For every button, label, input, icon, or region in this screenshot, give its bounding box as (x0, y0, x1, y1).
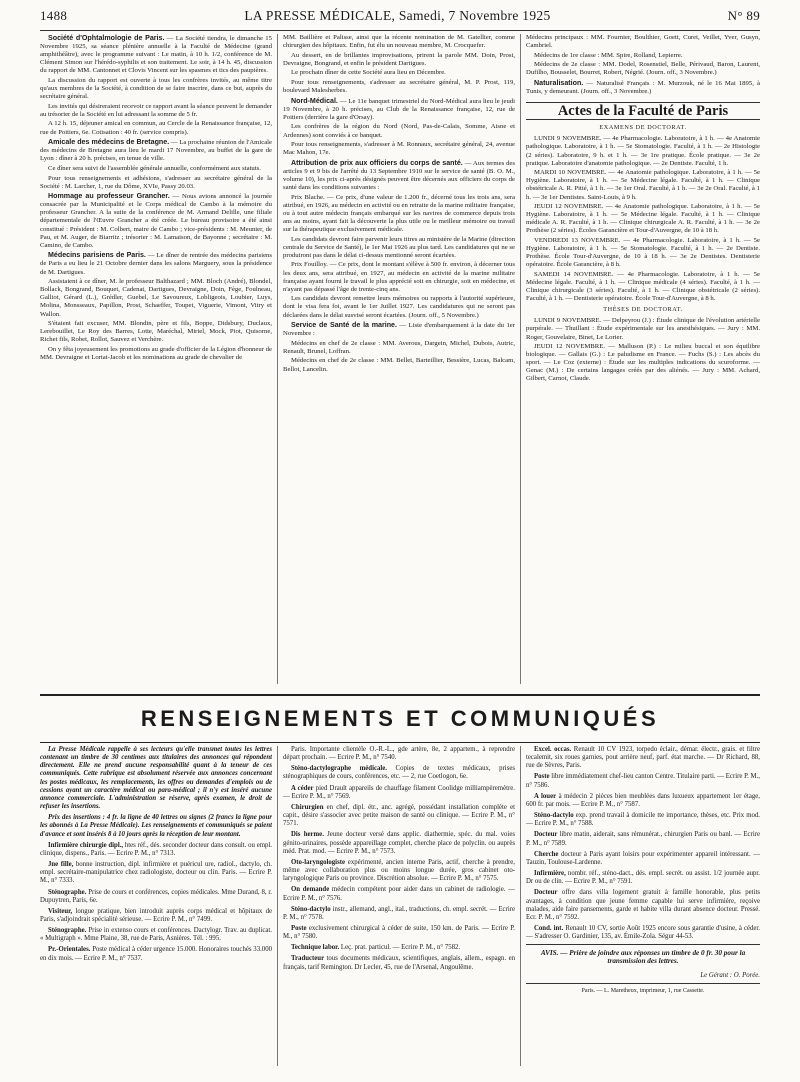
ads-prices: Prix des insertions : 4 fr. la ligne de 40 lettres ou signes (2 francs la ligne pour les abonnés à La Presse Médicale). Les renseignements et communiqués se paient d'avance et sont insérés 8 à 10 jours après la réception de leur montant. (40, 814, 272, 838)
article-text: Renault 10 CV 1923, torpedo éclair., démar. électr., grais. et filtre tecalemit, six roues garnies, pout arrière neuf, parf. état marche. — Dr Richard, 88, rue de Sèvres, Paris. (526, 746, 760, 770)
article-paragraph (283, 69, 515, 77)
article-heading: Dis herme. (291, 831, 324, 839)
article-paragraph (283, 944, 515, 952)
article-paragraph (283, 785, 515, 801)
article-text: Jeune docteur versé dans applic. diathermie, spéc. du mal. voies génito-urinaires, possède appareillage complet, cherche place de polyclin. ou auprès méd. Prat. mod. — Ecrire P. M., n° 7573. (283, 831, 515, 855)
article-text: — Le 11e banquet trimestriel du Nord-Médical aura lieu le jeudi 19 Novembre, à 20 h. précises, au Club de la Renaissance française, 12, rue de Poitiers (derrière la gare d'Orsay). (283, 97, 515, 121)
article-paragraph (283, 859, 515, 883)
theses-heading: THÈSES DE DOCTORAT. (603, 306, 683, 314)
article-text: instr., allemand, angl., ital., traductions, ch. empl. secrét. — Ecrire P. M., n° 7578. (283, 905, 515, 921)
article-text: Pour tous renseignements et adhésions, s'adresser au secrétaire général de la Société : M. Larcher, 1, rue du Dôme, XVIe, Passy 20.03. (40, 174, 272, 190)
article-paragraph (40, 138, 272, 163)
article-paragraph (40, 77, 272, 101)
article-paragraph (283, 79, 515, 95)
printer-line: Paris. — L. Maretheux, imprimeur, 1, rue Cassette. (526, 983, 760, 995)
article-text: Médecins principaux : MM. Fournier, Boulthier, Goett, Curet, Veillet, Yver, Gusyn, Cambriel. (526, 34, 760, 50)
ads-column-3 (526, 746, 760, 1074)
article-text: — Le dîner de rentrée des médecins parisiens de Paris a eu lieu le 21 Octobre dernier dans les salons Marguery, sous la présidence de M. Dartigues. (40, 252, 272, 276)
avis-notice: AVIS. — Prière de joindre aux réponses un timbre de 0 fr. 30 pour la transmission des lettres. (526, 944, 760, 965)
article-text: offre dans villa logement gratuit à famille honorable, plus petits avantages, à condition que jeune femme capable lui serve infirmière, reçoive malades, aide faire pansements, garde et habite villa durant absence docteur. Pressé. Ecr. P. M., n° 7592. (526, 889, 760, 921)
article-heading: Sténographe. (48, 888, 87, 896)
article-paragraph (283, 906, 515, 922)
article-heading: Nord-Médical. (291, 96, 338, 105)
issue-number: N° 89 (727, 8, 760, 23)
article-text: Poste médical à céder urgence 15.000. Honoraires touchés 33.000 en dix mois. — Ecrire P. M., n° 7537. (40, 946, 272, 962)
article-text: A 12 h. 15, déjeuner amical en commun, au Cercle de la Renaissance française, 12, rue de Poitiers, 6e. Cotisation : 40 fr. (service compris). (40, 120, 272, 136)
article-paragraph (526, 61, 760, 77)
article-heading: Poste (534, 773, 550, 781)
article-paragraph (283, 886, 515, 902)
column-rule (520, 34, 521, 684)
article-paragraph (283, 925, 515, 941)
article-text: Prise in extenso cours et conférences. Dactylogr. Trav. au duplicat. « Multigraph ». Mme Plaine, 38, rue de Paris, Asnières. Tél. : 995. (40, 927, 272, 943)
thesis-entry: JEUDI 12 NOVEMBRE. — Malluson (P.) : Le milieu buccal et son équilibre biologique. — Gallais (G.) : Le paludisme en France. — Fuchs (S.) : Les abcès du sport. — Le Coz (externe) : Étude sur les multiples indications du scuroforme. — Genac (M.) : De certains langages créés par des aliénés. — Jury : MM. Achard, Gilbert, Carnot, Claude. (526, 343, 760, 383)
article-paragraph (526, 851, 760, 867)
article-heading: A céder (291, 784, 314, 792)
article-heading: Oto-laryngologiste (291, 858, 345, 866)
article-paragraph (283, 123, 515, 139)
article-heading: Infirmière chirurgie dipl., (48, 841, 124, 849)
article-heading: Médecins parisiens de Paris. (48, 251, 146, 260)
column-rule (277, 34, 278, 684)
article-text: libre matin, aiderait, sans rémunérat., chirurgien Paris ou banl. — Ecrire P. M., n° 7589. (526, 831, 760, 847)
article-paragraph (40, 278, 272, 318)
journal-title: LA PRESSE MÉDICALE, Samedi, 7 Novembre 1925 (244, 8, 551, 23)
ads-intro: La Presse Médicale rappelle à ses lecteurs qu'elle transmet toutes les lettres contenant un timbre de 30 centimes aux titulaires des annonces qui répondent directement. Elle ne prend aucune responsabilité quant à la teneur de ces communiqués. Cette rubrique est absolument réservée aux annonces concernant les postes médicaux, les remplacements, les offres ou demandes d'emplois ou de cessions ayant un caractère médical ou para-médical ; il n'y est inséré aucune annonce commerciale. L'administration se réserve, après examen, le droit de refuser les insertions. (40, 746, 272, 811)
article-heading: Cond. int. (534, 924, 564, 932)
article-text: — Nous avions annoncé la journée consacrée par la Municipalité et le Corps médical de Cambo à la mémoire du professeur Grancher. A la suite de la conférence de M. Armand Delille, une filiale départementale de l'Œuvre Grancher a été créée. Le bureau provisoire a été ainsi constitué : Président : M. Colbert, maire de Cambo ; vice-présidents : M. Meunier, de Pau, et M. Auger, de Biarritz ; trésorier : M. Lamaison, de Bayonne ; secrétaire : M. Camino, de Cambo. (40, 193, 272, 249)
column-rule (520, 746, 521, 1066)
article-paragraph (283, 804, 515, 828)
article-text: On y fêta joyeusement les promotions au grade d'officier de la Légion d'honneur de MM. Devraigne et Lortat-Jacob et les nominations au grade de chevalier de (40, 345, 272, 361)
article-heading: Chirurgien (291, 803, 324, 811)
article-heading: Attribution de prix aux officiers du corps de santé. (291, 158, 463, 167)
article-text: Les confrères de la région du Nord (Nord, Pas-de-Calais, Somme, Aisne et Ardennes) sont conviés à ce banquet. (283, 123, 515, 139)
article-heading: Naturalisation. (534, 78, 584, 87)
article-heading: Excel. occas. (534, 746, 572, 753)
article-paragraph (283, 955, 515, 971)
article-paragraph (40, 165, 272, 173)
article-paragraph (283, 194, 515, 234)
article-paragraph (40, 908, 272, 924)
exams-list (526, 135, 760, 303)
article-text: en chef, dipl. étr., anc. agrégé, possédant installation complète et capit., désire s'associer avec petite maison de santé ou clinique. — Ecrire P. M., n° 7571. (283, 803, 515, 828)
article-heading: Docteur (534, 831, 558, 839)
article-text: Leç. prat. particul. — Ecrire P. M., n° 7582. (339, 944, 461, 952)
article-paragraph (40, 175, 272, 191)
article-heading: Sténo-dactylographe médicale. (291, 765, 387, 773)
article-text: exclusivement chirurgical à céder de suite, 150 km. de Paris. — Ecrire P. M., n° 7580. (283, 924, 515, 941)
article-heading: Hommage au professeur Grancher. (48, 192, 170, 201)
section-band (40, 694, 760, 743)
article-paragraph (40, 103, 272, 119)
article-paragraph (526, 52, 760, 60)
article-paragraph (526, 925, 760, 941)
column-1 (40, 34, 272, 686)
article-text: Renault 10 CV, sortie Août 1925 encore sous garantie d'usine, à céder. — S'adresser O. Gardinier, 135, av. Émile-Zola. Ségur 44-53. (526, 924, 760, 941)
article-heading: Sténo-dactylo (291, 905, 331, 913)
article-text: longue pratique, bien introduit auprès corps médical et hôpitaux de Paris, s'adjoindrait spécialité sérieuse. — Ecrire P. M., n° 7499. (40, 907, 272, 923)
article-text: docteur à Paris ayant loisirs pour expérimenter appareil intéressant. — Tauzin, Toulouse-Lardenne. (526, 850, 760, 866)
article-text: pied Drault appareils de chauffage filament Coolidge milliampèremètre. — Ecrire P. M., n° 7569. (283, 784, 515, 800)
article-text: Les candidats devront faire parvenir leurs titres au ministère de la Marine (direction centrale du Service de Santé), le 1er Mai 1926 au plus tard. Les candidatures qui ne se produiront pas dans le délai ci-dessus mentionné seront écartées. (283, 235, 515, 259)
article-paragraph (283, 97, 515, 122)
column-2 (283, 34, 515, 686)
article-paragraph (526, 870, 760, 886)
article-text: expérimenté, ancien interne Paris, actif, cherche à prendre, même avec collaboration plus ou moins longue durée, gros cabinet oto-laryngologique Paris ou province. Discrétion absolue. — Ecrire P. M., n° 7575. (283, 858, 515, 883)
article-heading: Visiteur, (48, 907, 73, 915)
thesis-entry: LUNDI 9 NOVEMBRE. — Delpeyrou (J.) : Étude clinique de l'évolution artérielle purpérale. — Thuillant : Étude expérimentale sur les anesthésiques. — Jury : MM. Roger, Gouvelaire, Binet, Le Lorier. (526, 317, 760, 341)
article-paragraph (40, 889, 272, 905)
article-text: Paris. Importante clientèle O.-R.-L., gde artère, 8e, 2 appartem., à reprendre départ prochain. — Ecrire P. M., n° 7540. (283, 746, 515, 762)
article-paragraph (526, 793, 760, 809)
article-text: bonne instruction, dipl. infirmière et puéricul ure, radiol., dactylo, ch. empl. secrétaire-manipulatrice chez radiologiste, docteur ou clin. Paris. — Ecrire P. M., n° 7333. (40, 861, 272, 885)
article-paragraph (283, 34, 515, 50)
article-text: Pour tous renseignements, s'adresser à M. Ronnaux, secrétaire général, 24, avenue Mac Mahon, 17e. (283, 141, 515, 157)
ads-list (40, 842, 272, 963)
article-paragraph (40, 346, 272, 362)
faculty-acts-title: Actes de la Faculté de Paris (526, 102, 760, 120)
article-paragraph (40, 320, 272, 344)
theses-list (526, 317, 760, 383)
article-heading: A louer (534, 792, 557, 800)
article-text: Prix Blache. — Ce prix, d'une valeur de 1.200 fr., décerné tous les trois ans, sera attribué, en 1926, au médecin en activité ou en retraite de la marine militaire française, ou à tout autre médecin français embarqué sur les navires de commerce depuis trois ans au moins, ayant fait la découverte la plus utile ou le meilleur mémoire ou travail sur la thérapeutique exclusivement médicale. (283, 193, 515, 234)
article-paragraph (40, 34, 272, 75)
article-text: Pour tous renseignements, s'adresser au secrétaire général, M. P. Prost, 119, boulevard Malesherbes. (283, 78, 515, 95)
article-text: La discussion du rapport est ouverte à tous les confrères invités, au même titre qu'aux membres de la Société, à condition de se faire inscrire, dans ce but, auprès du secrétaire général. (40, 76, 272, 101)
page-number: 1488 (40, 8, 68, 23)
article-text: Médecins en chef de 2e classe : MM. Bellet, Barteillier, Bessière, Lucas, Balcam, Bellot, Lancelin. (283, 357, 515, 373)
article-paragraph (283, 141, 515, 157)
article-text: Médecins de 1re classe : MM. Spire, Rolland, Lepierre. (534, 51, 683, 59)
article-text: S'étaient fait excuser, MM. Blondin, père et fils, Boppe, Didsbury, Duclaux, Lerebouillet, Le Roy des Barres, Lotte, Maréchal, Miriel, Mock, Piot, Quisorne, Richet fils, Robet, Rollot, Sauvez et Verchère. (40, 320, 272, 344)
column-3 (526, 34, 760, 686)
article-paragraph (526, 79, 760, 96)
article-text: tous documents médicaux, scientifiques, anglais, allem., espagn. en français, tarif Remington. Dr Lecler, 45, rue de l'Arsenal, Angoulême. (283, 955, 515, 971)
article-paragraph (283, 831, 515, 855)
article-text: à médecin 2 pièces bien meublées dans luxueux appartement 1er étage, 600 fr. par mois. — Ecrire P. M., n° 7587. (526, 792, 760, 808)
article-paragraph (526, 889, 760, 922)
article-text: — Naturalisé Français : M. Murzouk, né le 16 Mai 1895, à Tunis, y demeurant. (Journ. off., 3 Novembre.) (526, 79, 760, 96)
column-rule (277, 746, 278, 1066)
article-paragraph (283, 765, 515, 781)
article-heading: Sténo-dactylo (534, 812, 574, 820)
article-text: libre immédiatement chef-lieu canton Centre. Titulaire parti. — Ecrire P. M., n° 7586. (526, 773, 760, 789)
article-text: médecin compétent pour aider dans un cabinet de radiologie. — Ecrire P. M., n° 7576. (283, 886, 515, 902)
gerant-line: Le Gérant : O. Porée. (700, 971, 760, 979)
article-paragraph (40, 946, 272, 962)
column-3-items (526, 34, 760, 96)
article-heading: Infirmière, (534, 870, 566, 878)
article-paragraph (40, 120, 272, 136)
article-heading: On demande (291, 886, 330, 894)
article-paragraph (526, 746, 760, 770)
ads-list (283, 746, 515, 972)
article-text: exp. prend travail à domicile tte importance, thèses, etc. Prix mod. — Ecrire P. M., n° 7588. (526, 812, 760, 828)
article-paragraph (283, 159, 515, 192)
article-text: Prise de cours et conférences, copies médicales. Mme Durand, 8, r. Dupuytren, Paris, 6e. (40, 888, 272, 904)
article-text: — Liste d'embarquement à la date du 1er Novembre : (283, 322, 515, 338)
article-paragraph (40, 842, 272, 858)
article-heading: Sténographe. (48, 927, 87, 935)
article-paragraph (40, 251, 272, 276)
article-heading: Poste (291, 924, 307, 932)
article-paragraph (283, 261, 515, 293)
article-paragraph (526, 34, 760, 50)
page-header (40, 8, 760, 31)
exam-entry: VENDREDI 13 NOVEMBRE. — 4e Pharmacologie. Laboratoire, à 1 h. — 5e Hygiène. Laboratoire, à 1 h. — 5e Stomatologie. Faculté, à 1 h. — 2e Dentiste. Prothèse. École Tour-d'Auvergne, de 10 à 18 h. — 3e 2e Dentistes. Dentisterie opératoire. École Garancière, à 8 h. (526, 236, 760, 269)
article-text: htes réf., dés. seconder docteur dans consult. ou empl. clinique, dispens., Paris. — Ecrire P. M., n° 7313. (40, 841, 272, 857)
exam-entry: LUNDI 9 NOVEMBRE. — 4e Pharmacologie. Laboratoire, à 1 h. — 4e Anatomie pathologique. Laboratoire, à 1 h. — 5e Stomatologie. Faculté, à 1 h. — 2e Histologie (2 séries). Laboratoire, 9 h. et 1 h. — 3e 1re pratique. École pratique. — 3e 2e pratique. Laboratoire d'anatomie pathologique. — 2e Dentiste. Faculté, 1 h. (526, 135, 760, 167)
article-paragraph (283, 746, 515, 762)
section-title: RENSEIGNEMENTS ET COMMUNIQUÉS (140, 706, 660, 731)
article-text: Copies de textes médicaux, prises sténographiques de cours, conférences, etc. — 2, rue Coetlogon, 6e. (283, 765, 515, 781)
article-paragraph (40, 192, 272, 250)
exam-entry: SAMEDI 14 NOVEMBRE. — 4e Pharmacologie. Laboratoire, à 1 h. — 5e Médecine légale. Faculté, à 1 h. — Clinique médicale (4 séries). Faculté, à 1 h. — Clinique chirurgicale (3 séries). Faculté, à 1 h. — Clinique obstétricale (2 séries). Faculté, à 1 h. — Dentisterie opératoire. École Tour-d'Auvergne, à 8 h. (526, 270, 760, 303)
article-heading: Amicale des médecins de Bretagne. (48, 138, 170, 147)
article-paragraph (283, 52, 515, 68)
article-text: Au dessert, en de brillantes improvisations, prirent la parole MM. Doin, Prost, Devraigne, Bongrand, et enfin le président Dartigues. (283, 51, 515, 67)
article-heading: Pr.-Orientales. (48, 946, 91, 954)
article-heading: Traducteur (291, 955, 325, 963)
article-paragraph (40, 927, 272, 943)
article-text: Prix Fouilloy. — Ce prix, dont le montant s'élève à 500 fr. environ, à décerner tous les deux ans, sera attribué, en 1927, au médecin en activité de la marine militaire française ayant fourni le travail le plus apprécié soit en chirurgie, soit en médecine, et n'ayant pas dépassé l'âge de trente-cinq ans. (283, 261, 515, 293)
ads-column-1 (40, 746, 272, 1074)
article-heading: Service de Santé de la marine. (291, 321, 397, 330)
ads-list (526, 746, 760, 941)
exams-heading: EXAMENS DE DOCTORAT. (599, 124, 687, 132)
article-paragraph (526, 831, 760, 847)
article-paragraph (40, 861, 272, 885)
article-text: — La prochaine réunion de l'Amicale des médecins de Bretagne aura lieu le mardi 17 Novembre, au buffet de la gare de Lyon : dîner à 20 h. précises, en tenue de ville. (40, 139, 272, 163)
article-text: Les invités qui désireraient recevoir ce rapport avant la séance peuvent le demander au trésorier de la Société en lui adressant la somme de 5 fr. (40, 102, 272, 118)
article-text: — La Société tiendra, le dimanche 15 Novembre 1925, sa séance plénière annuelle à la Faculté de Médecine (grand amphithéâtre), avec le programme suivant : Le matin, à 10 h. 1/2, conférence de M. Clément Simon sur l'hérédo-syphilis et son traitement. Le soir, à 14 h. 45, discussion du rapport de MM. Cantonnet et Clovis Vincent sur les spasmes et tics des paupières. (40, 35, 272, 75)
article-paragraph (283, 236, 515, 260)
article-text: Assistaient à ce dîner, M. le professeur Balthazard ; MM. Bloch (André), Blondel, Bollack, Bongrand, Bouquet, Cadenat, Dartigues, Devraigne, Doin, Fège, Foulneau, Galliot, Gérard (L.), Grédler, Guebel, Le Savoureux, Lobligeois, Loubier, Luys, Molina, Monsseaux, Papillon, Prost, Schaeffer, Toupet, Viguerie, Vimont, Vitry et Wallon. (40, 278, 272, 318)
article-text: MM. Baillière et Palisse, ainsi que la récente nomination de M. Gatellier, comme chirurgien des hôpitaux. Enfin, fut élu un nouveau membre, M. Crocquefer. (283, 34, 515, 50)
article-heading: Société d'Ophtalmologie de Paris. (48, 34, 165, 42)
article-heading: Docteur (534, 889, 558, 897)
article-paragraph (283, 321, 515, 338)
article-text: Les candidats devront remettre leurs mémoires ou rapports à l'autorité supérieure, dont le visa fera foi, avant le 1er Juillet 1927. Les candidatures qui ne seront pas déclarées dans le délai susvisé seront écartées. (Journ. off., 5 Novembre.) (283, 295, 515, 319)
article-heading: Jne fille, (48, 861, 74, 869)
article-text: Ce dîner sera suivi de l'assemblée générale annuelle, conformément aux statuts. (48, 164, 261, 172)
exam-entry: MARDI 10 NOVEMBRE. — 4e Anatomie pathologique. Laboratoire, à 1 h. — 5e Hygiène. Laboratoire, à 1 h. — 5e Médecine légale. Faculté, à 1 h. — Clinique obstétricale A. R. Pitié, à 1 h. — 3e 1er Oral. Faculté, à 1 h. — 3e 2e Oral. Faculté, à 1 h. — 3e 1er Dentistes. Saint-Louis, à 9 h. (526, 169, 760, 201)
article-heading: Technique labor. (291, 944, 340, 952)
article-paragraph (526, 773, 760, 789)
article-text: Le prochain dîner de cette Société aura lieu en Décembre. (291, 69, 446, 77)
article-paragraph (283, 295, 515, 319)
article-paragraph (283, 340, 515, 356)
article-text: Médecins de 2e classe : MM. Dodel, Rosenstiel, Belle, Périvaud, Baron, Laurent, Dufilho, Bousselet, Bourret, Robert, Négrié. (Journ. off., 3 Novembre.) (526, 61, 760, 77)
article-text: — Aux termes des articles 9 et 9 bis de l'arrêté du 13 Septembre 1910 sur le service de santé (B. O. M., volume 10), les prix ci-après désignés peuvent être décernés aux officiers du corps de santé dans les conditions suivantes : (283, 159, 515, 192)
ads-column-2 (283, 746, 515, 1074)
article-text: nombr. réf., sténo-dact., dés. empl. secrét. ou assist. 1/2 journée aupr. Dr ou de clin. — Ecrire P. M., n° 7591. (526, 870, 760, 886)
article-paragraph (283, 357, 515, 373)
exam-entry: JEUDI 12 NOVEMBRE. — 4e Anatomie pathologique. Laboratoire, à 1 h. — 5e Hygiène. Laboratoire, à 1 h. — 5e Médecine légale. Faculté, à 1 h. — Clinique médicale A. R. Faculté, à 1 h. — Clinique chirurgicale A. R. Faculté, à 1 h. — 3e 2e Prothèse (2 séries). Écoles Garancière et Tour-d'Auvergne, de 10 à 18 h. (526, 203, 760, 235)
article-paragraph (526, 812, 760, 828)
article-text: Médecins en chef de 2e classe : MM. Averous, Dargein, Michel, Dubois, Autric, Renault, Brunel, Loffran. (283, 339, 515, 355)
article-heading: Cherche (534, 850, 559, 858)
